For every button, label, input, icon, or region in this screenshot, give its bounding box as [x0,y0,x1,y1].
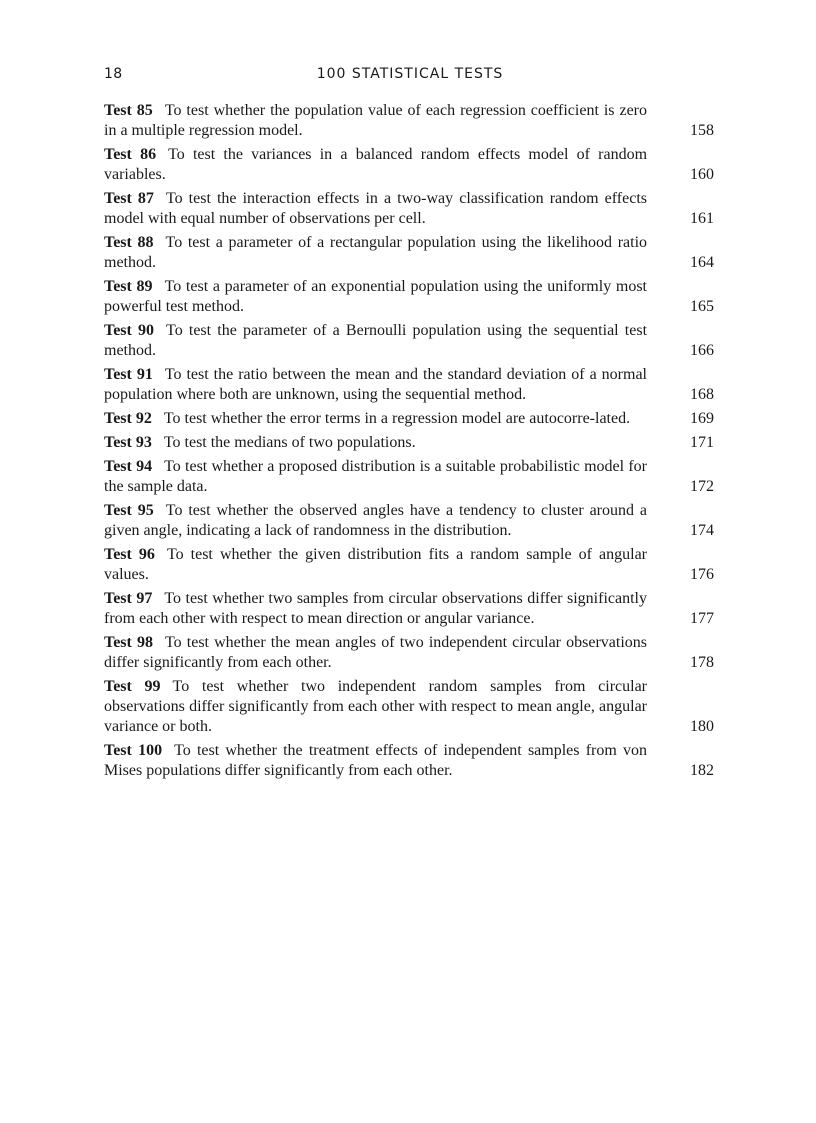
entry-description [104,433,647,453]
entry-text: To test a parameter of a rectangular population using the likelihood ratio method. [104,234,648,271]
entry-text: To test the medians of two populations. [163,434,416,451]
test-label: Test 98 [104,634,153,651]
toc-entry-test-91 [104,365,716,405]
entry-description [104,365,647,405]
entry-page-number: 166 [690,342,714,359]
toc-entry-test-95 [104,501,716,541]
test-label: Test 94 [104,458,153,475]
toc-entry-test-89 [104,277,716,317]
entry-text: To test whether a proposed distribution is a suitable probabilistic model for the sample data. [104,458,648,495]
book-title: 100 STATISTICAL TESTS [316,66,504,82]
toc-entry-test-99 [104,677,716,737]
test-label: Test 86 [104,146,157,163]
running-head [104,66,716,86]
entry-description [104,189,647,229]
toc-entry-test-90 [104,321,716,361]
entry-description [104,589,647,629]
entry-page-number: 178 [690,654,714,671]
entry-description [104,545,647,585]
test-label: Test 97 [104,590,153,607]
entry-page-number: 177 [690,610,714,627]
test-label: Test 85 [104,102,153,119]
test-label: Test 89 [104,278,153,295]
entry-text: To test the interaction effects in a two-way classification random effects model with equal number of observations per cell. [104,190,648,227]
test-label: Test 100 [104,742,163,759]
toc-entry-test-100 [104,741,716,781]
entry-description [104,277,647,317]
test-label: Test 90 [104,322,155,339]
test-label: Test 93 [104,434,152,451]
entry-description [104,633,647,673]
table-of-contents [104,101,716,785]
entry-text: To test whether two samples from circular observations differ significantly from each other with respect to mean direction or angular variance. [104,590,647,627]
toc-entry-test-98 [104,633,716,673]
toc-entry-test-85 [104,101,716,141]
entry-text: To test whether the mean angles of two independent circular observations differ significantly from each other. [104,634,648,671]
entry-page-number: 180 [690,718,714,735]
entry-text: To test the ratio between the mean and the standard deviation of a normal population where both are unknown, using the sequential method. [104,366,647,403]
toc-entry-test-88 [104,233,716,273]
test-label: Test 96 [104,546,155,563]
test-label: Test 99 [104,678,161,695]
entry-text: To test whether the error terms in a regression model are autocorre-lated. [163,410,631,427]
entry-text: To test the parameter of a Bernoulli population using the sequential test method. [104,322,648,359]
toc-entry-test-87 [104,189,716,229]
entry-page-number: 165 [690,298,714,315]
entry-page-number: 160 [690,166,714,183]
entry-description [104,457,647,497]
entry-text: To test whether the given distribution fits a random sample of angular values. [104,546,648,583]
entry-page-number: 164 [690,254,714,271]
test-label: Test 88 [104,234,154,251]
entry-page-number: 158 [690,122,714,139]
entry-page-number: 161 [690,210,714,227]
entry-text: To test whether two independent random samples from circular observations differ significantly from each other with respect to mean angle, angular variance or both. [104,678,647,735]
test-label: Test 91 [104,366,153,383]
toc-entry-test-94 [104,457,716,497]
entry-text: To test whether the treatment effects of independent samples from von Mises populations differ significantly from each other. [104,742,648,779]
entry-page-number: 169 [690,410,714,427]
entry-description [104,409,647,429]
entry-text: To test whether the observed angles have a tendency to cluster around a given angle, indicating a lack of randomness in the distribution. [104,502,648,539]
page-number: 18 [104,66,123,82]
toc-entry-test-93 [104,433,716,453]
entry-description [104,741,647,781]
entry-description [104,501,647,541]
test-label: Test 87 [104,190,154,207]
test-label: Test 95 [104,502,154,519]
entry-page-number: 172 [690,478,714,495]
entry-description [104,101,647,141]
toc-entry-test-92 [104,409,716,429]
entry-page-number: 168 [690,386,714,403]
toc-entry-test-96 [104,545,716,585]
entry-page-number: 176 [690,566,714,583]
entry-description [104,233,647,273]
entry-page-number: 182 [690,762,714,779]
entry-page-number: 174 [690,522,714,539]
entry-page-number: 171 [690,434,714,451]
toc-entry-test-97 [104,589,716,629]
entry-description [104,677,647,737]
entry-text: To test a parameter of an exponential population using the uniformly most powerful test method. [104,278,648,315]
entry-description [104,321,647,361]
entry-text: To test whether the population value of each regression coefficient is zero in a multiple regression model. [104,102,647,139]
entry-description [104,145,647,185]
entry-text: To test the variances in a balanced random effects model of random variables. [104,146,648,183]
test-label: Test 92 [104,410,152,427]
toc-entry-test-86 [104,145,716,185]
